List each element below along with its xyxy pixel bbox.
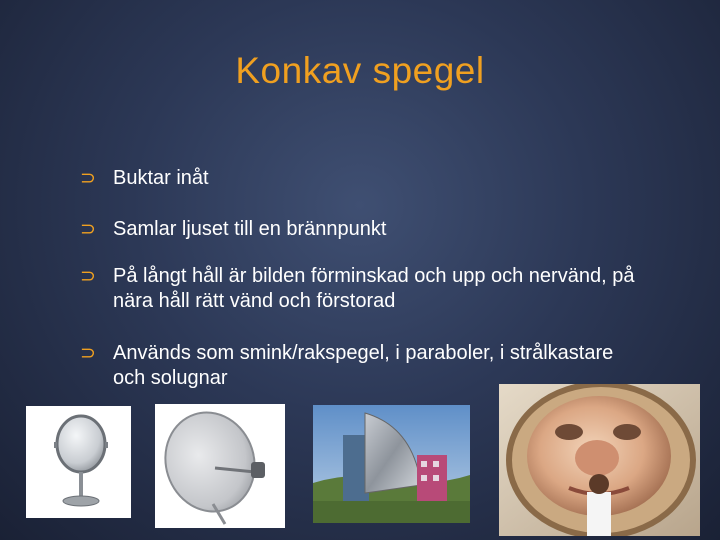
bullet-text: På långt håll är bilden förminskad och upp och nervänd, på nära håll rätt vänd och förstorad: [113, 265, 635, 312]
slide-title: Konkav spegel: [235, 50, 485, 91]
bullet-marker-icon: ⊃: [80, 218, 96, 240]
bullet-item: [80, 217, 386, 242]
makeup-mirror-image: [26, 406, 131, 518]
bullet-marker-icon: ⊃: [80, 167, 96, 189]
bullet-item: [80, 264, 640, 314]
bullet-marker-icon: ⊃: [80, 342, 96, 364]
bullet-item: [80, 166, 209, 191]
solar-furnace-image: [313, 405, 470, 523]
bullet-text: Samlar ljuset till en brännpunkt: [113, 218, 387, 240]
bullet-marker-icon: ⊃: [80, 265, 96, 287]
magnified-face-reflection-image: [499, 384, 700, 536]
satellite-dish-image: [155, 404, 285, 528]
bullet-text: Buktar inåt: [113, 167, 209, 189]
bullet-text: Används som smink/rakspegel, i paraboler, i strålkastare och solugnar: [113, 342, 614, 389]
